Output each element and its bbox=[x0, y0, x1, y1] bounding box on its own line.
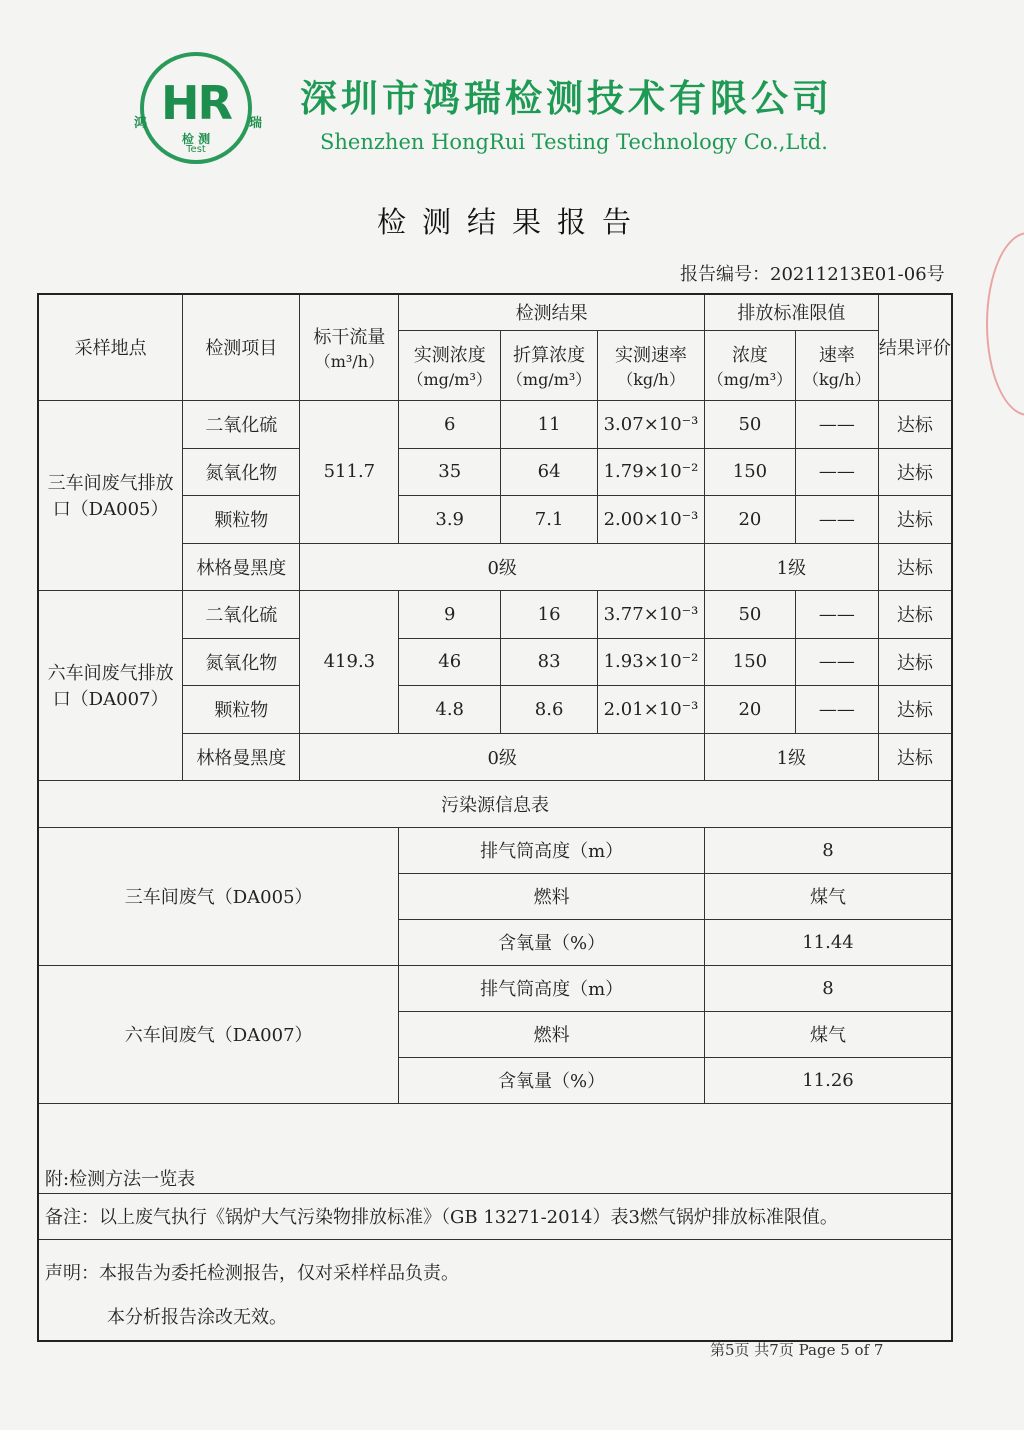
measured-cell: 46 bbox=[399, 638, 501, 685]
site-cell: 六车间废气排放口（DA007） bbox=[38, 590, 183, 780]
source-value: 煤气 bbox=[704, 873, 952, 919]
source-label: 燃料 bbox=[399, 873, 705, 919]
page-number: 第5页 共7页 Page 5 of 7 bbox=[710, 1341, 884, 1359]
converted-cell: 83 bbox=[501, 638, 598, 685]
item-cell: 二氧化硫 bbox=[183, 590, 300, 638]
logo-left-char: 鸿 bbox=[134, 116, 148, 131]
logo-text: HR bbox=[161, 76, 231, 130]
source-table-title: 污染源信息表 bbox=[38, 780, 952, 827]
converted-cell: 11 bbox=[501, 400, 598, 448]
limit-cell: 20 bbox=[704, 685, 795, 733]
eval-cell: 达标 bbox=[878, 543, 952, 590]
limit-cell: 50 bbox=[704, 590, 795, 638]
ringelmann-limit: 1级 bbox=[704, 543, 878, 590]
measured-cell: 9 bbox=[399, 590, 501, 638]
limit-cell: 20 bbox=[704, 495, 795, 543]
source-value: 8 bbox=[704, 827, 952, 873]
rate-cell: 1.93×10⁻² bbox=[598, 638, 705, 685]
logo-sub: 检 测 bbox=[181, 132, 211, 146]
eval-cell: 达标 bbox=[878, 400, 952, 448]
converted-cell: 16 bbox=[501, 590, 598, 638]
flow-cell: 511.7 bbox=[300, 400, 399, 543]
header-site: 采样地点 bbox=[38, 294, 183, 400]
rate-cell: 3.07×10⁻³ bbox=[598, 400, 705, 448]
ringelmann-limit: 1级 bbox=[704, 733, 878, 780]
converted-cell: 7.1 bbox=[501, 495, 598, 543]
rate-cell: 2.00×10⁻³ bbox=[598, 495, 705, 543]
source-label: 排气筒高度（m） bbox=[399, 965, 705, 1011]
source-value: 11.44 bbox=[704, 919, 952, 965]
item-cell: 颗粒物 bbox=[183, 495, 300, 543]
limit-cell: 150 bbox=[704, 638, 795, 685]
item-cell: 二氧化硫 bbox=[183, 400, 300, 448]
seal-stamp bbox=[986, 232, 1024, 416]
rate-cell: 3.77×10⁻³ bbox=[598, 590, 705, 638]
measured-cell: 3.9 bbox=[399, 495, 501, 543]
eval-cell: 达标 bbox=[878, 638, 952, 685]
rate-cell: 2.01×10⁻³ bbox=[598, 685, 705, 733]
statement-line-2: 本分析报告涂改无效。 bbox=[107, 1306, 287, 1328]
item-cell: 氮氧化物 bbox=[183, 448, 300, 495]
item-cell: 颗粒物 bbox=[183, 685, 300, 733]
eval-cell: 达标 bbox=[878, 733, 952, 780]
speed-cell: —— bbox=[795, 495, 878, 543]
header-speed: 速率 （kg/h） bbox=[795, 330, 878, 400]
header-item: 检测项目 bbox=[183, 294, 300, 400]
header-limit: 排放标准限值 bbox=[704, 294, 878, 330]
converted-cell: 64 bbox=[501, 448, 598, 495]
source-name: 六车间废气（DA007） bbox=[38, 965, 399, 1103]
item-cell: 林格曼黑度 bbox=[183, 733, 300, 780]
measured-cell: 6 bbox=[399, 400, 501, 448]
speed-cell: —— bbox=[795, 590, 878, 638]
statement-cell bbox=[38, 1239, 952, 1341]
source-label: 含氧量（%） bbox=[399, 1057, 705, 1103]
source-label: 燃料 bbox=[399, 1011, 705, 1057]
source-label: 排气筒高度（m） bbox=[399, 827, 705, 873]
company-name-cn: 深圳市鸿瑞检测技术有限公司 bbox=[300, 76, 833, 120]
statement-line-1: 声明：本报告为委托检测报告，仅对采样样品负责。 bbox=[45, 1262, 459, 1284]
eval-cell: 达标 bbox=[878, 448, 952, 495]
eval-cell: 达标 bbox=[878, 590, 952, 638]
header-eval: 结果评价 bbox=[878, 294, 952, 400]
ringelmann-value: 0级 bbox=[300, 733, 705, 780]
limit-cell: 150 bbox=[704, 448, 795, 495]
item-cell: 林格曼黑度 bbox=[183, 543, 300, 590]
source-name: 三车间废气（DA005） bbox=[38, 827, 399, 965]
company-name-en: Shenzhen HongRui Testing Technology Co.,Ltd. bbox=[320, 130, 828, 154]
source-label: 含氧量（%） bbox=[399, 919, 705, 965]
source-value: 8 bbox=[704, 965, 952, 1011]
ringelmann-value: 0级 bbox=[300, 543, 705, 590]
speed-cell: —— bbox=[795, 400, 878, 448]
remark-note: 备注：以上废气执行《锅炉大气污染物排放标准》（GB 13271-2014）表3燃气锅炉排放标准限值。 bbox=[38, 1193, 952, 1239]
header-flow: 标干流量 （m³/h） bbox=[300, 294, 399, 400]
eval-cell: 达标 bbox=[878, 495, 952, 543]
item-cell: 氮氧化物 bbox=[183, 638, 300, 685]
flow-cell: 419.3 bbox=[300, 590, 399, 733]
document-title: 检测结果报告 bbox=[376, 205, 647, 239]
header-conc: 浓度 （mg/m³） bbox=[704, 330, 795, 400]
converted-cell: 8.6 bbox=[501, 685, 598, 733]
header-rate: 实测速率 （kg/h） bbox=[598, 330, 705, 400]
header-result: 检测结果 bbox=[399, 294, 705, 330]
site-cell: 三车间废气排放口（DA005） bbox=[38, 400, 183, 590]
source-value: 煤气 bbox=[704, 1011, 952, 1057]
logo-right-char: 瑞 bbox=[248, 116, 262, 131]
header-measured: 实测浓度 （mg/m³） bbox=[399, 330, 501, 400]
report-number: 报告编号：20211213E01-06号 bbox=[680, 264, 945, 285]
measured-cell: 35 bbox=[399, 448, 501, 495]
results-table bbox=[37, 293, 953, 1342]
speed-cell: —— bbox=[795, 638, 878, 685]
source-value: 11.26 bbox=[704, 1057, 952, 1103]
header-converted: 折算浓度 （mg/m³） bbox=[501, 330, 598, 400]
measured-cell: 4.8 bbox=[399, 685, 501, 733]
logo-sub2: Test bbox=[186, 144, 206, 155]
attachment-note: 附:检测方法一览表 bbox=[38, 1103, 952, 1193]
eval-cell: 达标 bbox=[878, 685, 952, 733]
speed-cell: —— bbox=[795, 448, 878, 495]
rate-cell: 1.79×10⁻² bbox=[598, 448, 705, 495]
speed-cell: —— bbox=[795, 685, 878, 733]
limit-cell: 50 bbox=[704, 400, 795, 448]
company-logo bbox=[134, 52, 262, 164]
